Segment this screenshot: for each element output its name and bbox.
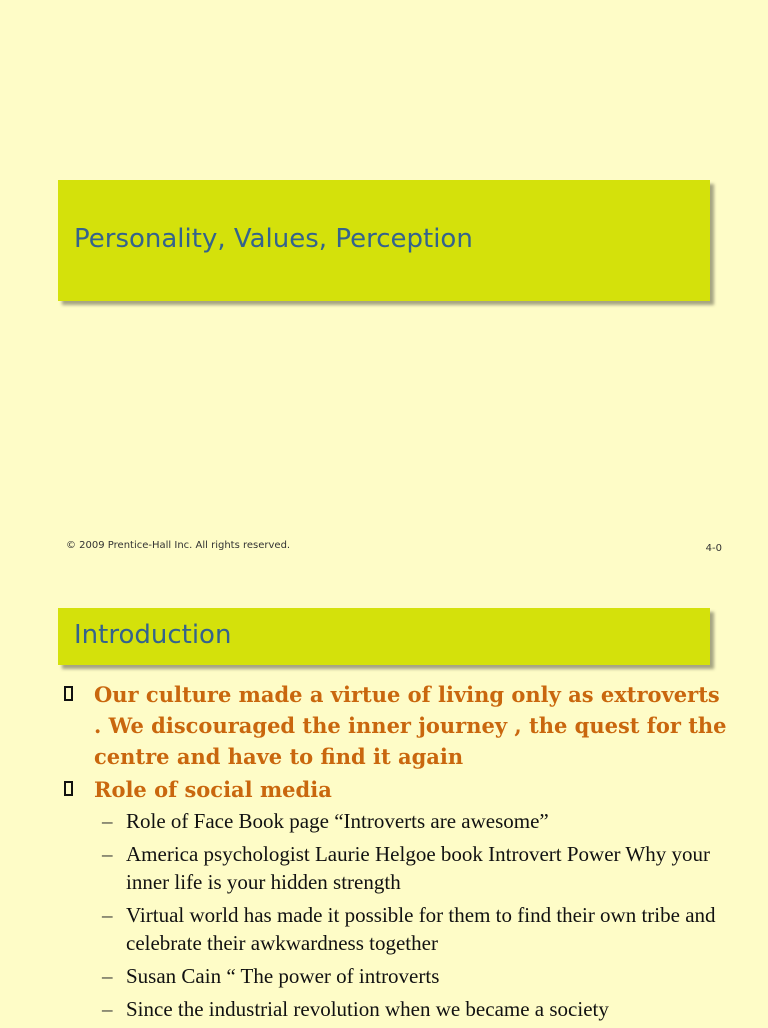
sub-item-text: America psychologist Laurie Helgoe book Introvert Power Why your inner life is your hidden strength: [126, 842, 710, 894]
bullet-text: Role of social media: [94, 777, 332, 802]
page-number: 4-0: [705, 543, 722, 554]
sub-item-text: Since the industrial revolution when we became a society: [126, 997, 609, 1021]
slide-content: [0, 679, 768, 1028]
bullet-item: [0, 679, 768, 772]
sub-item-text: Role of Face Book page “Introverts are awesome”: [126, 809, 549, 833]
sub-item: [0, 807, 768, 835]
slide-title-text: Introduction: [74, 620, 232, 650]
square-bullet-icon: [64, 781, 73, 796]
dash-bullet-icon: –: [102, 903, 113, 927]
sub-item: [0, 840, 768, 896]
square-bullet-icon: [64, 686, 73, 701]
dash-bullet-icon: –: [102, 809, 113, 833]
title-box: [58, 608, 710, 665]
sub-item: [0, 901, 768, 957]
sub-item-text: Virtual world has made it possible for them to find their own tribe and celebrate their awkwardness together: [126, 903, 716, 955]
bullet-text: Our culture made a virtue of living only as extroverts . We discouraged the inner journey , the quest for the centre and have to find it again: [94, 682, 727, 769]
dash-bullet-icon: –: [102, 964, 113, 988]
dash-bullet-icon: –: [102, 842, 113, 866]
slide-introduction: [0, 572, 768, 1024]
slide-title-text: Personality, Values, Perception: [74, 224, 473, 254]
sub-item: [0, 962, 768, 990]
sub-item: [0, 995, 768, 1023]
copyright-footer: © 2009 Prentice-Hall Inc. All rights reserved.: [66, 540, 291, 551]
bullet-item: [0, 774, 768, 805]
dash-bullet-icon: –: [102, 997, 113, 1021]
sub-item-text: Susan Cain “ The power of introverts: [126, 964, 440, 988]
title-box: [58, 180, 710, 301]
